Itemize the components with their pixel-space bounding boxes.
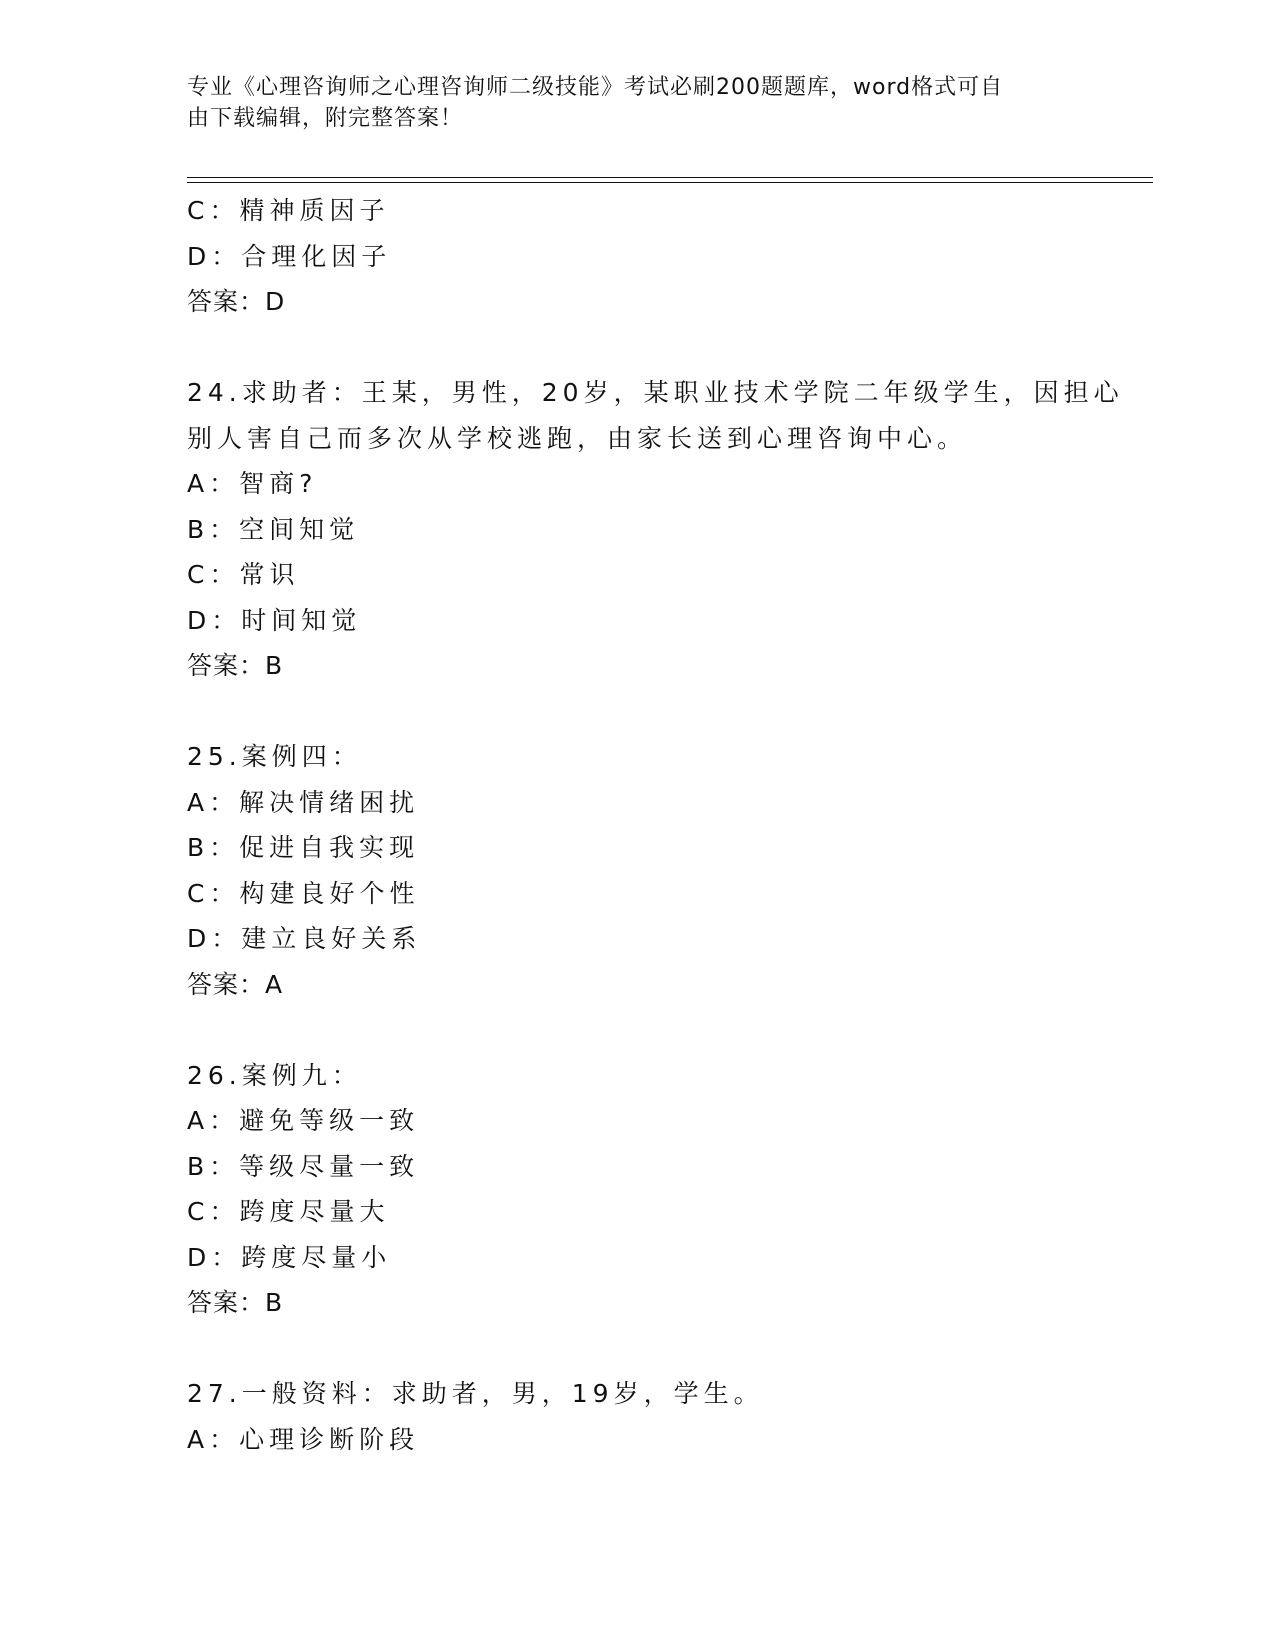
spacer (187, 325, 1137, 371)
option-d: D：建立良好关系 (187, 924, 422, 953)
option-d: D：合理化因子 (187, 241, 392, 271)
answer: 答案：B (187, 1288, 284, 1317)
option-c: C：构建良好个性 (187, 878, 420, 908)
header-title-line-1: 专业《心理咨询师之心理咨询师二级技能》考试必刷200题题库，word格式可自 (187, 75, 1004, 100)
header-divider-top (187, 177, 1153, 178)
document-header (187, 72, 1067, 134)
question-24 (187, 370, 1137, 689)
answer: 答案：A (187, 969, 284, 999)
question-stem-line-2: 别人害自己而多次从学校逃跑，由家长送到心理咨询中心。 (187, 423, 968, 453)
option-d: D：时间知觉 (187, 605, 362, 635)
option-c: C：精神质因子 (187, 196, 390, 225)
spacer (187, 1007, 1137, 1053)
option-a: A：智商? (187, 469, 318, 498)
question-stem: 25.案例四： (187, 742, 362, 771)
answer: 答案：B (187, 651, 284, 680)
question-stem: 26.案例九： (187, 1060, 362, 1090)
header-divider-bottom (187, 182, 1153, 183)
spacer (187, 1326, 1137, 1372)
option-a: A：解决情绪困扰 (187, 787, 420, 817)
answer: 答案：D (187, 287, 286, 316)
question-25 (187, 734, 1137, 1007)
question-stem: 27.一般资料：求助者，男，19岁，学生。 (187, 1379, 764, 1408)
question-23 (187, 188, 1137, 325)
option-b: B：等级尽量一致 (187, 1151, 420, 1181)
option-b: B：促进自我实现 (187, 833, 420, 862)
header-title-line-2: 由下载编辑，附完整答案！ (187, 106, 464, 131)
option-b: B：空间知觉 (187, 514, 360, 544)
option-d: D：跨度尽量小 (187, 1242, 392, 1272)
question-list (187, 188, 1137, 1462)
question-stem-line-1: 24.求助者：王某，男性，20岁，某职业技术学院二年级学生，因担心 (187, 378, 1124, 407)
option-a: A：心理诊断阶段 (187, 1424, 420, 1454)
option-c: C：常识 (187, 560, 300, 589)
option-c: C：跨度尽量大 (187, 1197, 390, 1226)
question-27 (187, 1371, 1137, 1462)
question-26 (187, 1053, 1137, 1326)
option-a: A：避免等级一致 (187, 1106, 420, 1135)
spacer (187, 689, 1137, 735)
